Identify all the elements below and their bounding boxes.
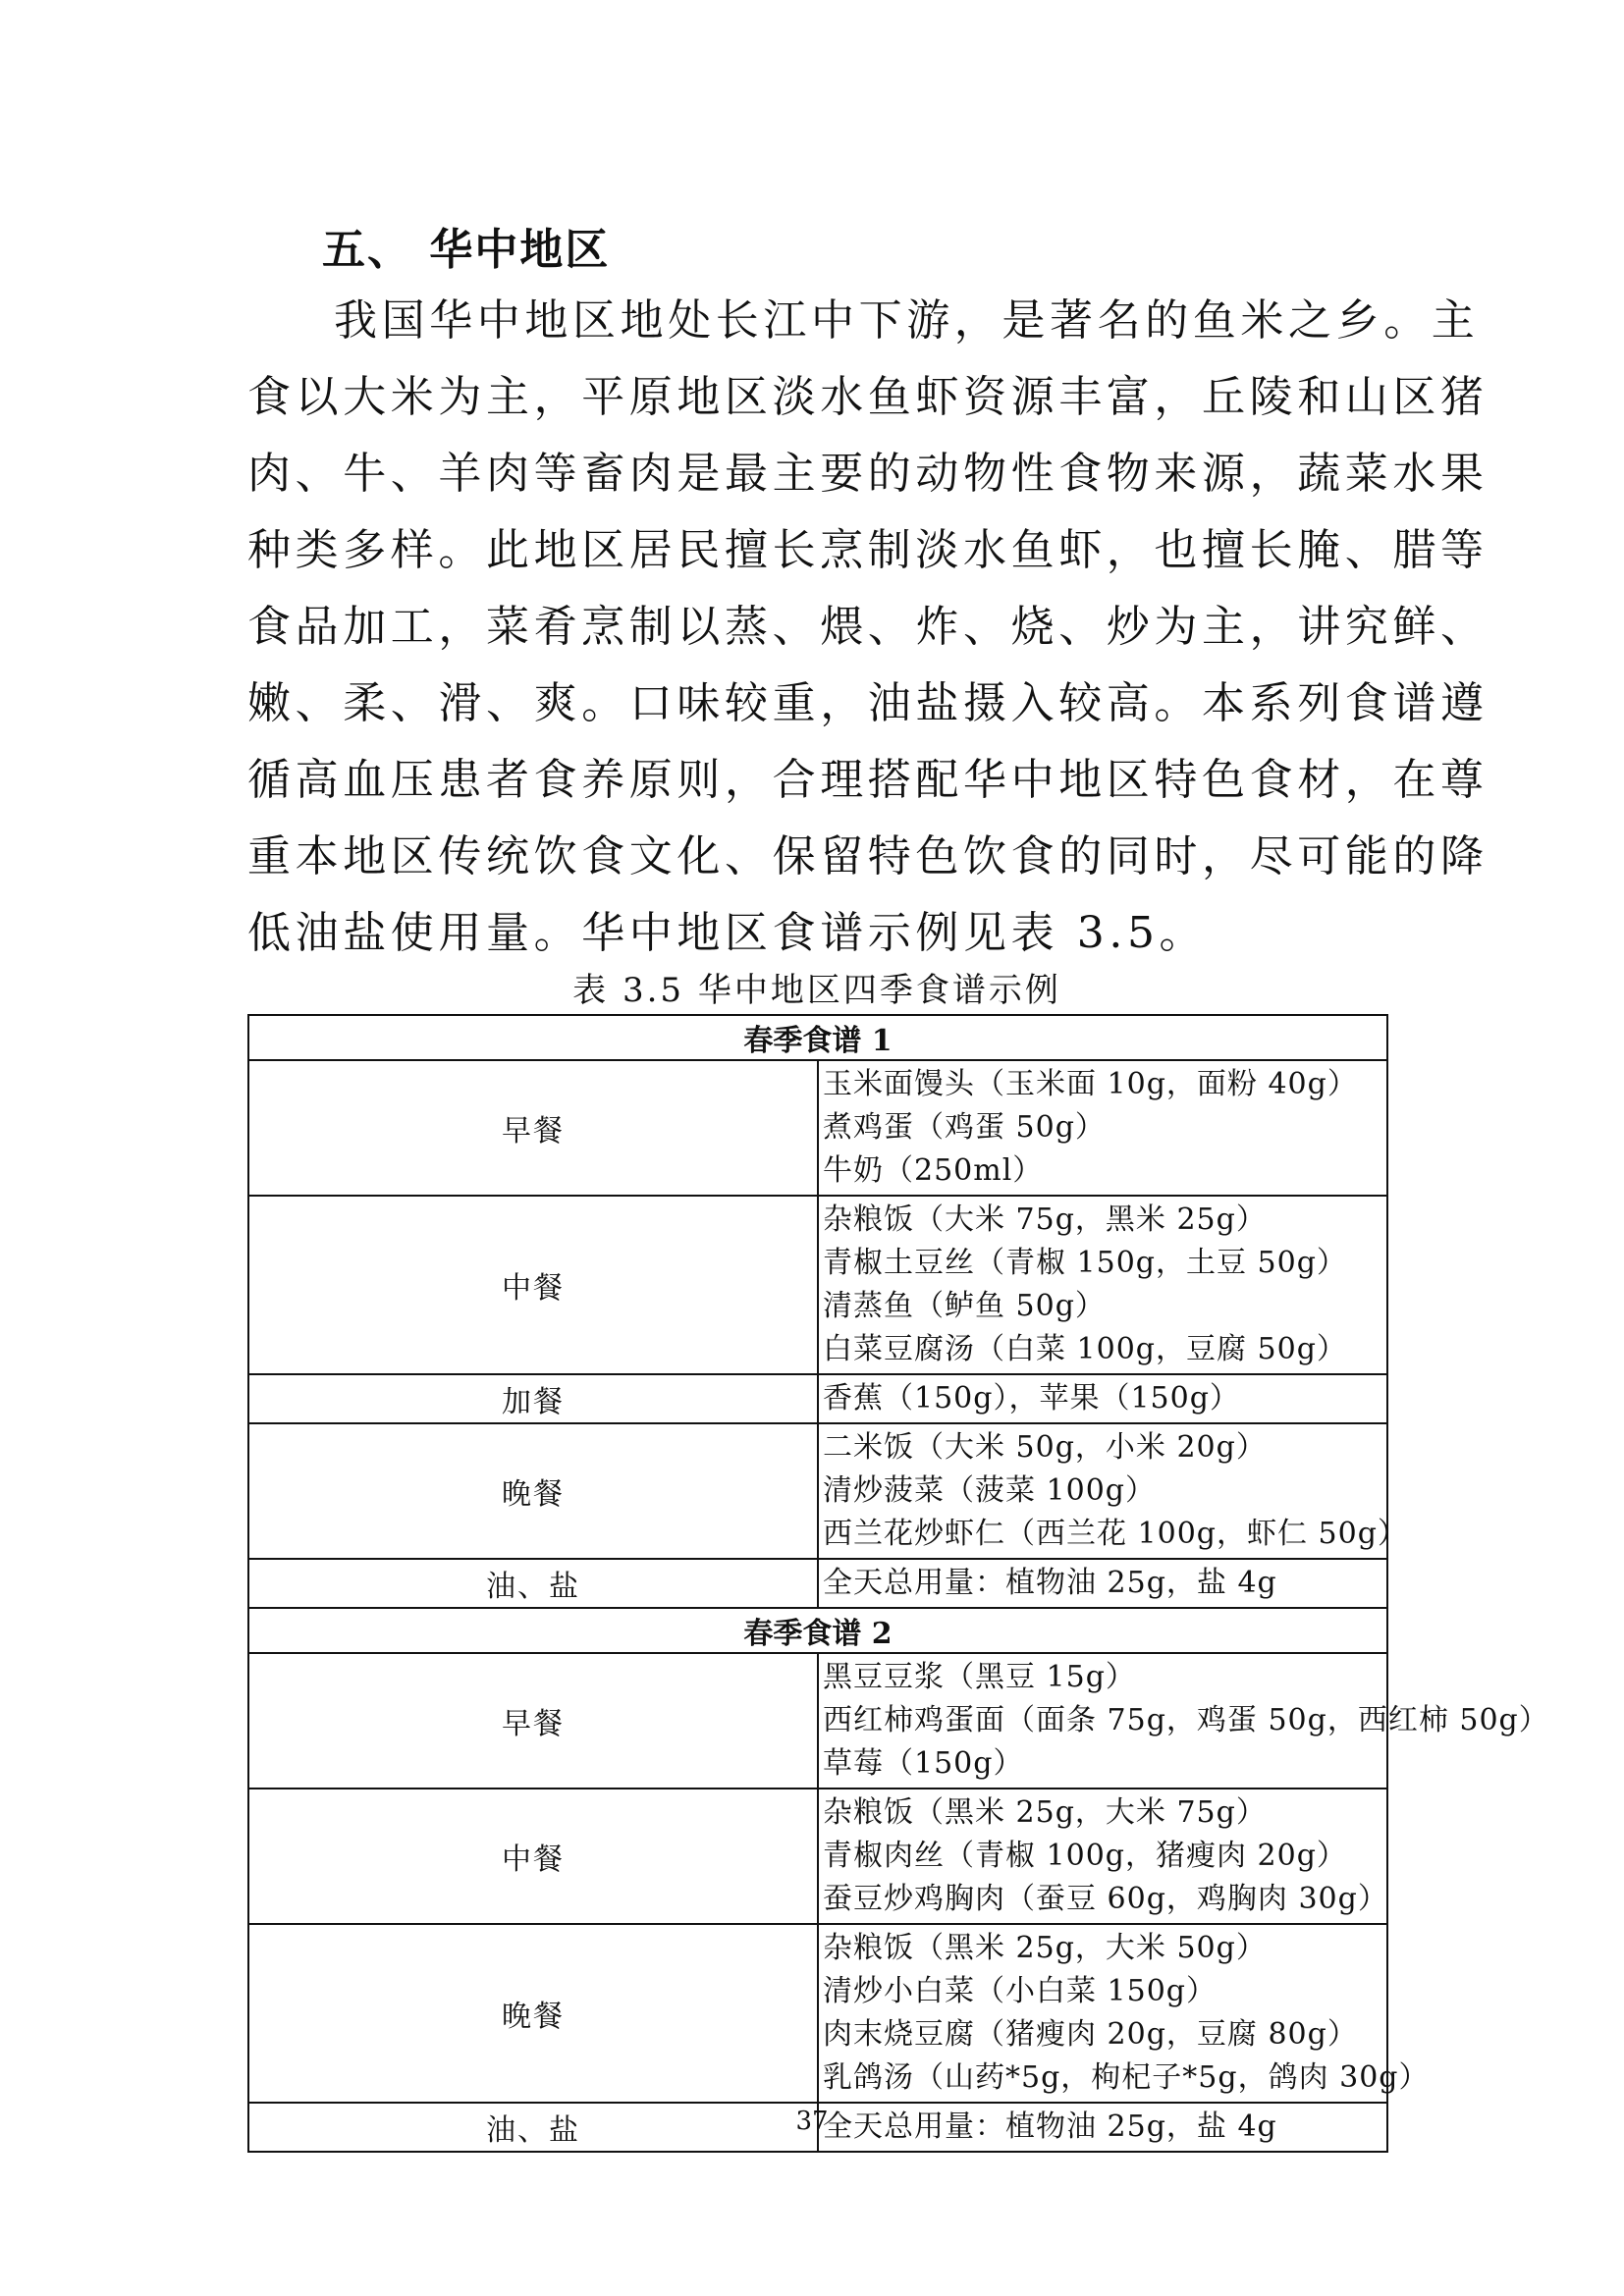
dish-item: 白菜豆腐汤（白菜 100g，豆腐 50g）	[823, 1332, 1347, 1366]
dish-item: 全天总用量：植物油 25g，盐 4g	[823, 2109, 1277, 2144]
table-row	[248, 1196, 1387, 1374]
dish-item: 清炒菠菜（菠菜 100g）	[823, 1473, 1157, 1508]
meal-dishes	[818, 1789, 1387, 1924]
meal-dishes	[818, 1924, 1430, 2103]
dish-item: 黑豆豆浆（黑豆 15g）	[823, 1660, 1136, 1694]
paragraph-line: 食品加工，菜肴烹制以蒸、煨、炸、烧、炒为主，讲究鲜、	[247, 602, 1489, 652]
dish-item: 清蒸鱼（鲈鱼 50g）	[823, 1289, 1106, 1323]
meal-dishes	[818, 1559, 1387, 1608]
dish-item: 青椒肉丝（青椒 100g，猪瘦肉 20g）	[823, 1839, 1347, 1873]
dish-item: 清炒小白菜（小白菜 150g）	[823, 1974, 1218, 2008]
table-row	[248, 1924, 1387, 2103]
dish-item: 乳鸽汤（山药*5g，枸杞子*5g，鸽肉 30g）	[823, 2060, 1430, 2095]
paragraph-line: 嫩、柔、滑、爽。口味较重，油盐摄入较高。本系列食谱遵	[247, 678, 1489, 728]
seasonal-menu-table	[247, 1014, 1549, 2153]
meal-name: 加餐	[248, 1374, 818, 1423]
meal-name: 油、盐	[248, 2103, 818, 2152]
menu-section-row	[248, 1015, 1387, 1060]
dish-item: 牛奶（250ml）	[823, 1153, 1044, 1188]
section-heading: 五、 华中地区	[322, 225, 611, 275]
table-row	[248, 1653, 1387, 1789]
dish-item: 香蕉（150g），苹果（150g）	[823, 1381, 1240, 1415]
dish-item: 杂粮饭（大米 75g，黑米 25g）	[823, 1202, 1267, 1237]
menu-section-row	[248, 1608, 1387, 1653]
dish-item: 玉米面馒头（玉米面 10g，面粉 40g）	[823, 1067, 1358, 1101]
table-row	[248, 1789, 1387, 1924]
menu-section-title: 春季食谱 2	[248, 1608, 1387, 1653]
meal-name: 早餐	[248, 1653, 818, 1789]
dish-item: 草莓（150g）	[823, 1746, 1024, 1781]
dish-item: 杂粮饭（黑米 25g，大米 75g）	[823, 1795, 1267, 1830]
page-number: 37	[795, 2107, 829, 2136]
dish-item: 煮鸡蛋（鸡蛋 50g）	[823, 1110, 1106, 1145]
meal-dishes	[818, 1060, 1387, 1196]
paragraph-line: 肉、牛、羊肉等畜肉是最主要的动物性食物来源，蔬菜水果	[247, 449, 1489, 499]
dish-item: 西兰花炒虾仁（西兰花 100g，虾仁 50g）	[823, 1517, 1408, 1551]
paragraph-line: 种类多样。此地区居民擅长烹制淡水鱼虾，也擅长腌、腊等	[247, 525, 1489, 575]
meal-name: 油、盐	[248, 1559, 818, 1608]
paragraph-line: 低油盐使用量。华中地区食谱示例见表 3.5。	[247, 908, 1208, 958]
meal-dishes	[818, 1653, 1549, 1789]
intro-paragraph	[247, 283, 1489, 972]
dish-item: 全天总用量：植物油 25g，盐 4g	[823, 1566, 1277, 1600]
paragraph-line: 食以大米为主，平原地区淡水鱼虾资源丰富，丘陵和山区猪	[247, 372, 1489, 422]
table-row	[248, 1374, 1387, 1423]
meal-dishes	[818, 1196, 1387, 1374]
table-row	[248, 1559, 1387, 1608]
meal-name: 中餐	[248, 1789, 818, 1924]
meal-name: 早餐	[248, 1060, 818, 1196]
table-row	[248, 1423, 1387, 1559]
table-caption: 表 3.5 华中地区四季食谱示例	[572, 971, 1061, 1010]
table-row	[248, 1060, 1387, 1196]
meal-name: 晚餐	[248, 1924, 818, 2103]
meal-dishes	[818, 1423, 1408, 1559]
paragraph-line: 循高血压患者食养原则，合理搭配华中地区特色食材，在尊	[247, 755, 1489, 805]
paragraph-line: 重本地区传统饮食文化、保留特色饮食的同时，尽可能的降	[247, 831, 1489, 881]
meal-name: 中餐	[248, 1196, 818, 1374]
dish-item: 肉末烧豆腐（猪瘦肉 20g，豆腐 80g）	[823, 2017, 1358, 2052]
meal-dishes	[818, 1374, 1387, 1423]
menu-section-title: 春季食谱 1	[248, 1015, 1387, 1060]
dish-item: 青椒土豆丝（青椒 150g，土豆 50g）	[823, 1246, 1347, 1280]
meal-name: 晚餐	[248, 1423, 818, 1559]
dish-item: 二米饭（大米 50g，小米 20g）	[823, 1430, 1267, 1465]
dish-item: 杂粮饭（黑米 25g，大米 50g）	[823, 1931, 1267, 1965]
paragraph-line: 我国华中地区地处长江中下游，是著名的鱼米之乡。主	[334, 295, 1480, 346]
dish-item: 蚕豆炒鸡胸肉（蚕豆 60g，鸡胸肉 30g）	[823, 1882, 1388, 1916]
dish-item: 西红柿鸡蛋面（面条 75g，鸡蛋 50g，西红柿 50g）	[823, 1703, 1549, 1737]
